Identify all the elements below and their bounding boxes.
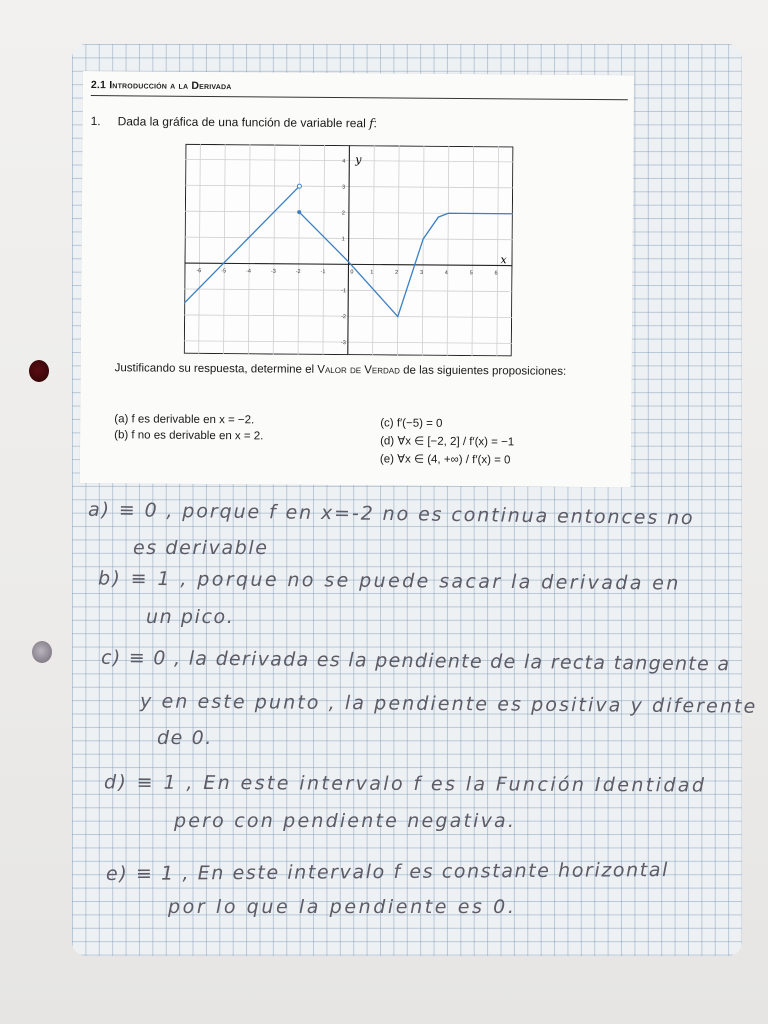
printed-exercise-sheet — [80, 71, 634, 487]
y-tick-label: 4 — [342, 158, 346, 165]
x-tick-label: -4 — [246, 268, 251, 275]
x-tick-label: 4 — [444, 270, 448, 277]
y-tick-label: 1 — [341, 236, 345, 243]
answer-a-line1: a) ≡ 0 , porque f en x=-2 no es continua entonces no — [87, 498, 695, 530]
x-axis-label: x — [500, 253, 507, 267]
open-endpoint — [297, 184, 301, 188]
section-number: 2.1 — [90, 79, 107, 92]
x-tick-label: 6 — [494, 270, 498, 277]
x-tick-label: 2 — [395, 269, 399, 276]
x-tick-label: -6 — [196, 268, 202, 275]
closed-endpoint — [297, 210, 301, 214]
answer-b-line2: un pico. — [146, 606, 235, 628]
answer-c-line2: y en este punto , la pendiente es positiva y diferente — [139, 690, 758, 718]
instructions-emphasis: Valor de Verdad — [317, 363, 401, 377]
function-graph — [184, 144, 514, 357]
y-tick-label: -3 — [340, 340, 346, 347]
question-statement: Dada la gráfica de una función de variable real — [117, 114, 366, 131]
x-tick-label: 1 — [370, 269, 374, 276]
binder-hole-bottom — [32, 641, 52, 663]
question-colon: : — [373, 116, 377, 131]
x-tick-label: 0 — [350, 269, 354, 276]
x-tick-label: -1 — [320, 269, 326, 276]
title-rule — [91, 95, 628, 100]
answer-b-line1: b) ≡ 1 , porque no se puede sacar la derivada en — [97, 567, 681, 595]
binder-hole-top — [29, 360, 49, 382]
x-tick-label: 3 — [419, 269, 424, 276]
option-d: (d) ∀x ∈ [−2, 2] / f′(x) = −1 — [380, 435, 515, 449]
answer-a-line2: es derivable — [133, 537, 269, 559]
option-e: (e) ∀x ∈ (4, +∞) / f′(x) = 0 — [379, 453, 511, 467]
x-tick-label: 5 — [469, 270, 473, 277]
answer-e-line2: por lo que la pendiente es 0. — [168, 896, 517, 918]
y-tick-label: 2 — [341, 210, 345, 217]
x-tick-label: -5 — [221, 268, 227, 275]
x-tick-label: -3 — [270, 268, 276, 275]
instructions-pre: Justificando su respuesta, determine el — [114, 362, 315, 376]
answer-d-line2: pero con pendiente negativa. — [174, 810, 517, 832]
instructions-post: de las siguientes proposiciones: — [403, 364, 567, 378]
y-tick-label: -1 — [341, 288, 347, 295]
y-tick-label: -2 — [341, 314, 346, 321]
answer-e-line1: e) ≡ 1 , En este intervalo f es constante horizontal — [105, 859, 669, 885]
question-text — [118, 114, 377, 130]
answer-d-line1: d) ≡ 1 , En este intervalo f es la Función Identidad — [103, 771, 707, 797]
answer-c-line3: de 0. — [157, 727, 213, 749]
option-c: (c) f′(−5) = 0 — [380, 417, 443, 430]
question-number: 1. — [90, 114, 101, 129]
answer-c-line1: c) ≡ 0 , la derivada es la pendiente de la recta tangente a — [100, 646, 731, 676]
option-b: (b) f no es derivable en x = 2. — [114, 429, 264, 443]
section-title — [91, 79, 232, 92]
section-name: Introducción a la Derivada — [109, 79, 232, 93]
option-a: (a) f es derivable en x = −2. — [114, 413, 255, 427]
x-tick-label: -2 — [295, 268, 301, 275]
y-tick-label: 3 — [342, 184, 346, 191]
instructions-text — [115, 361, 631, 380]
y-axis-label: y — [355, 153, 362, 167]
function-symbol: f — [369, 116, 374, 131]
